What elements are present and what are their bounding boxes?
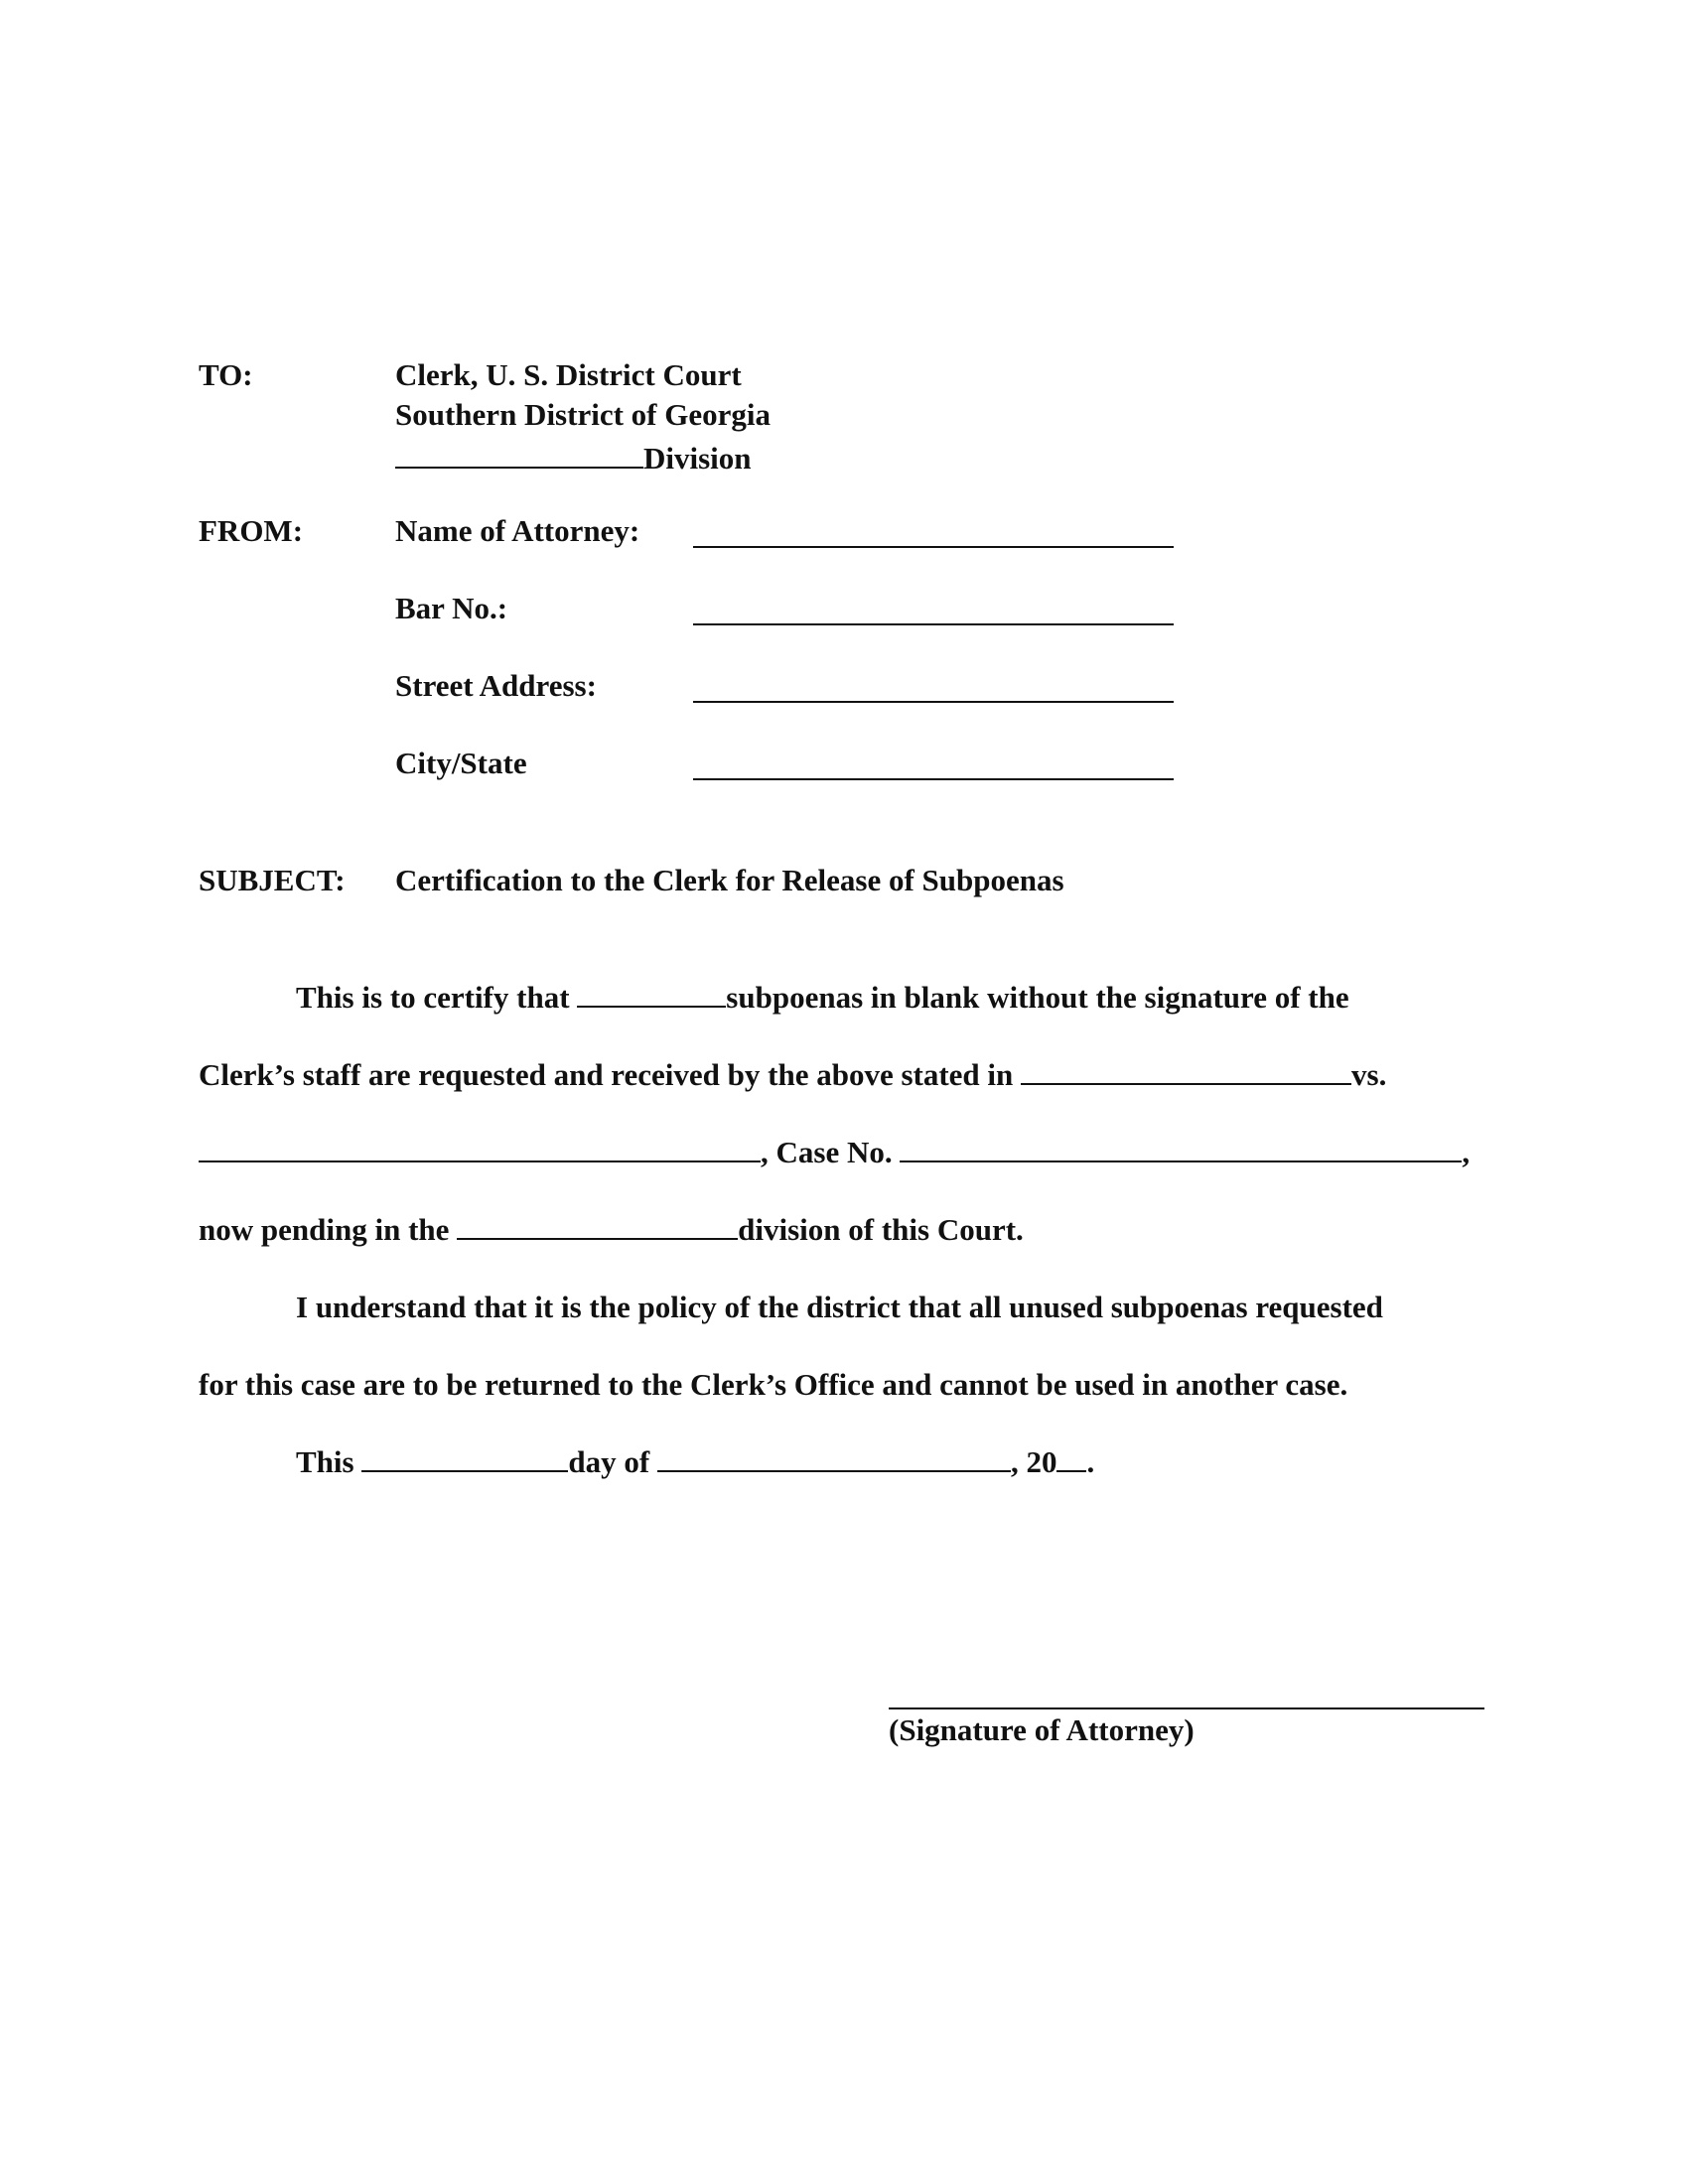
to-label: TO:	[199, 357, 253, 392]
year-blank[interactable]	[1056, 1469, 1086, 1472]
bar-no-label: Bar No.:	[395, 591, 508, 625]
requested-text: Clerk’s staff are requested and received by the above stated in	[199, 1057, 1014, 1092]
attorney-name-label: Name of Attorney:	[395, 513, 640, 548]
requested-line	[199, 1059, 1386, 1090]
pending-text: now pending in the	[199, 1212, 450, 1247]
subpoena-count-blank[interactable]	[577, 1005, 726, 1008]
plaintiff-blank[interactable]	[1021, 1082, 1351, 1085]
street-address-blank[interactable]	[693, 701, 1174, 703]
policy-line-1: I understand that it is the policy of the district that all unused subpoenas requested	[296, 1290, 1383, 1324]
case-number-blank[interactable]	[900, 1160, 1462, 1162]
from-label: FROM:	[199, 513, 304, 548]
division-line	[395, 443, 752, 474]
day-of-text: day of	[568, 1444, 650, 1479]
city-state-label: City/State	[395, 746, 527, 780]
subject-label: SUBJECT:	[199, 863, 346, 897]
bar-no-blank[interactable]	[693, 623, 1174, 625]
division-word: Division	[643, 441, 752, 476]
case-line	[199, 1137, 1470, 1167]
pending-division-blank[interactable]	[457, 1237, 738, 1240]
day-blank[interactable]	[361, 1469, 568, 1472]
certify-line	[296, 982, 1349, 1013]
street-address-label: Street Address:	[395, 668, 597, 703]
signature-label: (Signature of Attorney)	[889, 1712, 1195, 1747]
pending-end: division of this Court.	[738, 1212, 1024, 1247]
certify-continue: subpoenas in blank without the signature of the	[726, 980, 1349, 1015]
attorney-name-blank[interactable]	[693, 546, 1174, 548]
date-period: .	[1086, 1444, 1095, 1479]
year-prefix: , 20	[1010, 1444, 1057, 1479]
city-state-blank[interactable]	[693, 778, 1174, 780]
subject-text: Certification to the Clerk for Release of Subpoenas	[395, 863, 1064, 897]
case-no-label: , Case No.	[761, 1135, 893, 1169]
to-district-line: Southern District of Georgia	[395, 397, 771, 432]
division-blank[interactable]	[395, 466, 643, 469]
pending-line	[199, 1214, 1024, 1245]
case-comma: ,	[1462, 1135, 1471, 1169]
policy-line-2: for this case are to be returned to the Clerk’s Office and cannot be used in another case.	[199, 1367, 1348, 1402]
to-clerk-line: Clerk, U. S. District Court	[395, 357, 742, 392]
vs-text: vs.	[1351, 1057, 1387, 1092]
date-line	[296, 1446, 1094, 1477]
month-blank[interactable]	[657, 1469, 1011, 1472]
certify-start: This is to certify that	[296, 980, 570, 1015]
signature-line[interactable]	[889, 1707, 1484, 1709]
date-this: This	[296, 1444, 354, 1479]
defendant-blank[interactable]	[199, 1160, 761, 1162]
